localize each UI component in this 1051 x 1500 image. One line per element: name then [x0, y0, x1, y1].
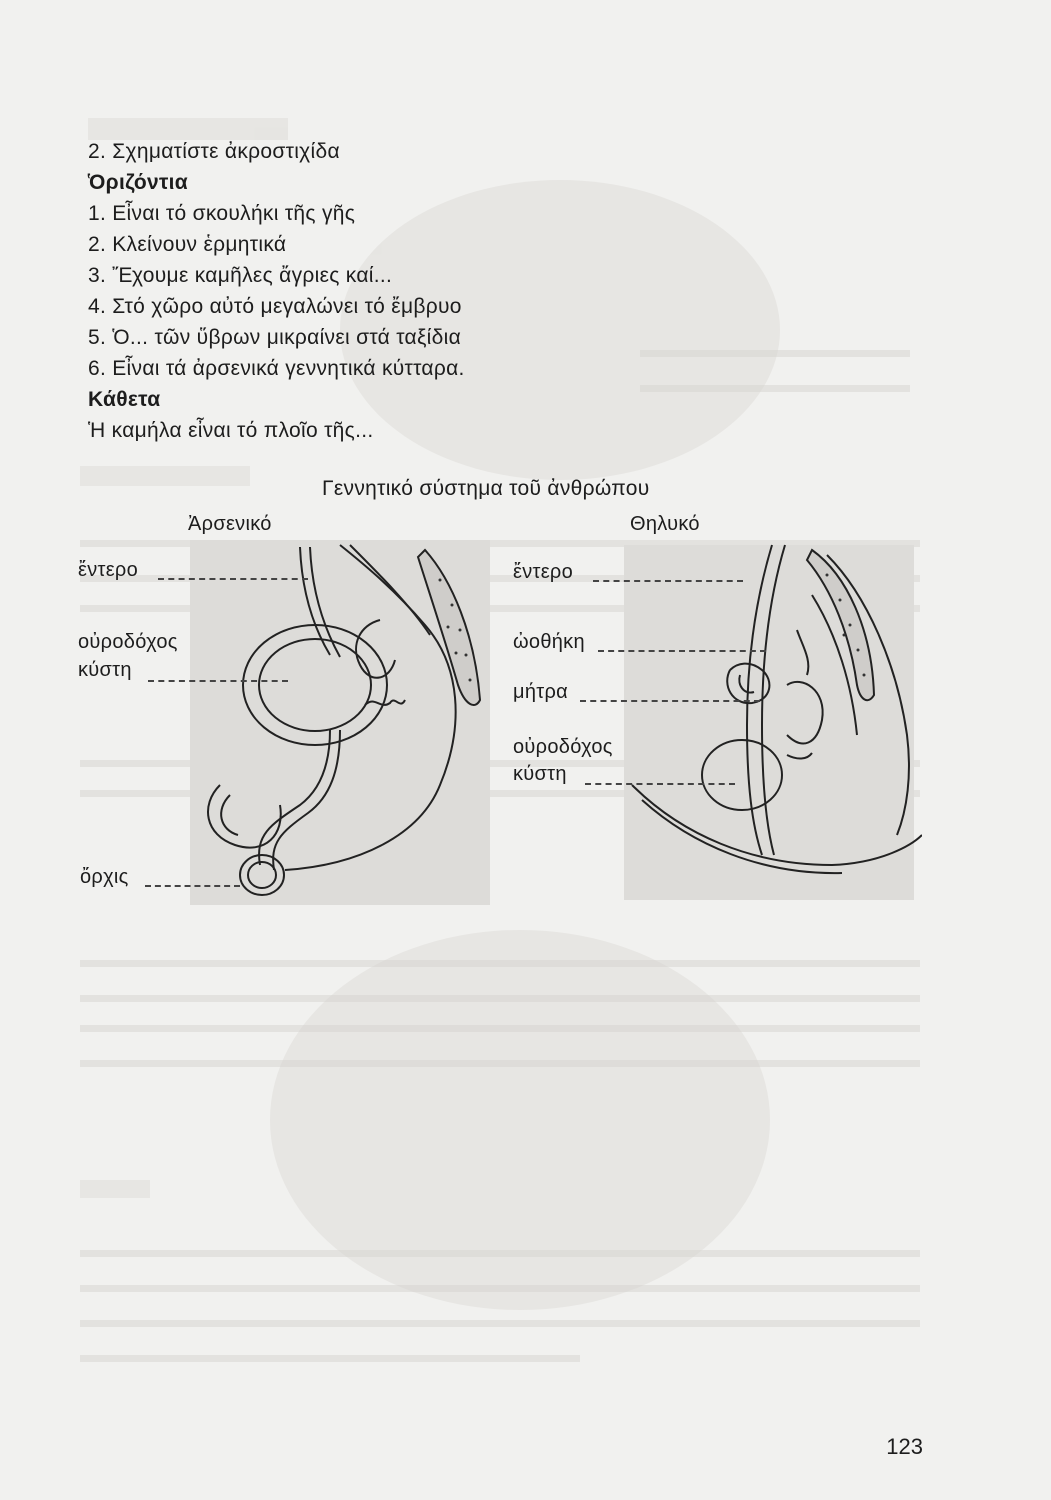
male-heading: Ἀρσενικό — [188, 513, 272, 535]
female-label-uterus: μήτρα — [513, 681, 568, 703]
female-label-ovary: ὠοθήκη — [513, 631, 585, 653]
female-label-bladder-line2: κύστη — [513, 763, 567, 785]
vertical-clue: Ἡ καμήλα εἶναι τό πλοῖο τῆς... — [88, 419, 374, 442]
female-leader-uterus — [580, 700, 760, 702]
male-label-bladder-line1: οὐροδόχος — [78, 631, 178, 653]
male-leader-testis — [145, 885, 240, 887]
female-leader-bladder — [585, 783, 735, 785]
female-reproductive-diagram — [622, 535, 922, 910]
vertical-title: Κάθετα — [88, 388, 161, 411]
figure-title: Γεννητικό σύστημα τοῦ ἀνθρώπου — [322, 477, 650, 500]
clue-5: 5. Ὁ... τῶν ὕβρων μικραίνει στά ταξίδια — [88, 326, 462, 349]
clue-4: 4. Στό χῶρο αὐτό μεγαλώνει τό ἔμβρυο — [88, 295, 462, 318]
page-number: 123 — [886, 1434, 923, 1459]
female-leader-intestine — [593, 580, 743, 582]
clue-6: 6. Εἶναι τά ἀρσενικά γεννητικά κύτταρα. — [88, 357, 465, 380]
horizontal-title: Ὁριζόντια — [88, 171, 188, 194]
male-reproductive-diagram — [190, 535, 500, 910]
clue-1: 1. Εἶναι τό σκουλήκι τῆς γῆς — [88, 202, 356, 225]
male-leader-intestine — [158, 578, 308, 580]
male-label-intestine: ἔντερο — [78, 559, 139, 581]
male-leader-bladder — [148, 680, 288, 682]
clue-2: 2. Κλείνουν ἑρμητικά — [88, 233, 287, 256]
female-heading: Θηλυκό — [630, 513, 700, 535]
clue-3: 3. Ἔχουμε καμῆλες ἄγριες καί... — [88, 264, 393, 287]
female-label-bladder-line1: οὐροδόχος — [513, 736, 613, 758]
exercise-heading: 2. Σχηματίστε ἀκροστιχίδα — [88, 140, 340, 163]
acrostic-exercise — [88, 136, 608, 446]
male-label-testis: ὄρχις — [80, 866, 129, 888]
female-leader-ovary — [598, 650, 766, 652]
male-label-bladder-line2: κύστη — [78, 659, 132, 681]
female-label-intestine: ἔντερο — [513, 561, 574, 583]
